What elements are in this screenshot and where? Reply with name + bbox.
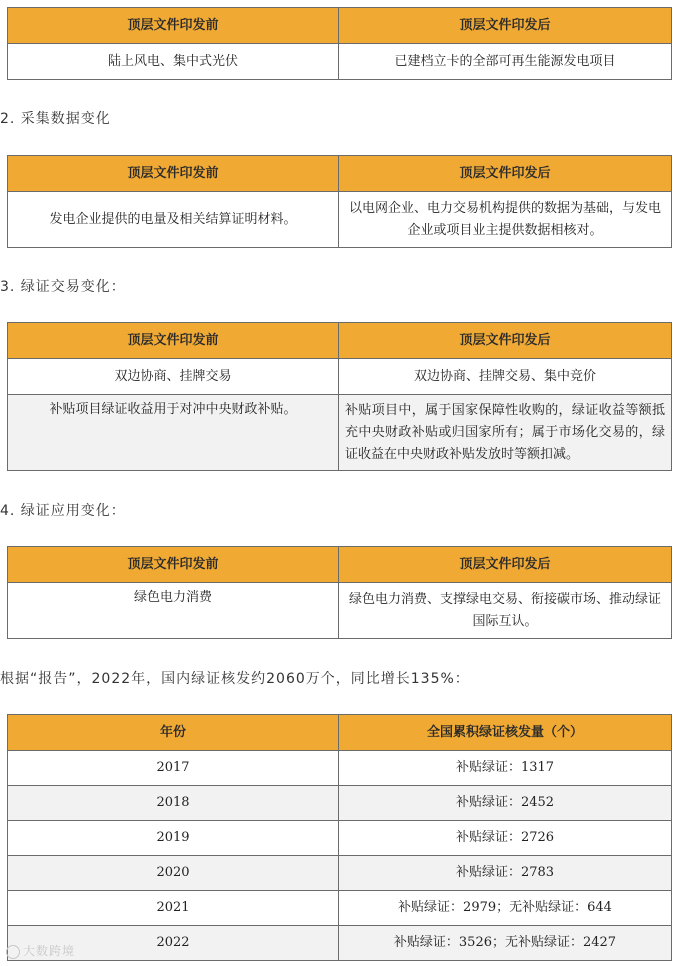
table-application [7, 546, 672, 639]
volume-cell: 补贴绿证：1317 [339, 751, 672, 786]
section-heading: 3. 绿证交易变化： [0, 279, 126, 295]
watermark-text: 大数跨境 [23, 944, 76, 958]
year-cell: 2021 [8, 891, 339, 926]
year-cell: 2019 [8, 821, 339, 856]
volume-cell: 补贴绿证：2452 [339, 786, 672, 821]
watermark-logo-icon [6, 945, 20, 959]
header-after: 顶层文件印发后 [339, 547, 672, 583]
report-text: 根据“报告”，2022年，国内绿证核发约2060万个，同比增长135%： [0, 671, 470, 687]
cell: 绿色电力消费、支撑绿电交易、衔接碳市场、推动绿证国际互认。 [339, 583, 672, 639]
table-scope [7, 7, 672, 80]
cell: 已建档立卡的全部可再生能源发电项目 [339, 44, 672, 80]
volume-cell: 补贴绿证：3526；无补贴绿证：2427 [339, 926, 672, 961]
cell: 双边协商、挂牌交易 [8, 359, 339, 395]
header-before: 顶层文件印发前 [8, 156, 339, 192]
volume-cell: 补贴绿证：2979；无补贴绿证：644 [339, 891, 672, 926]
cell: 以电网企业、电力交易机构提供的数据为基础，与发电企业或项目业主提供数据相核对。 [339, 192, 672, 248]
year-cell: 2017 [8, 751, 339, 786]
header-after: 顶层文件印发后 [339, 156, 672, 192]
header-before: 顶层文件印发前 [8, 8, 339, 44]
year-cell: 2022 [8, 926, 339, 961]
volume-cell: 补贴绿证：2783 [339, 856, 672, 891]
header-year: 年份 [8, 715, 339, 751]
table-trading [7, 322, 672, 471]
cell: 补贴项目中，属于国家保障性收购的，绿证收益等额抵充中央财政补贴或归国家所有；属于市场化交易的，绿证收益在中央财政补贴发放时等额扣减。 [339, 395, 672, 471]
header-after: 顶层文件印发后 [339, 323, 672, 359]
cell: 双边协商、挂牌交易、集中竞价 [339, 359, 672, 395]
watermark [6, 942, 75, 959]
cell: 绿色电力消费 [8, 583, 339, 639]
cell: 补贴项目绿证收益用于对冲中央财政补贴。 [8, 395, 339, 471]
table-issuance [7, 714, 672, 961]
section-heading: 2. 采集数据变化 [0, 111, 111, 127]
table-data-collection [7, 155, 672, 248]
header-before: 顶层文件印发前 [8, 323, 339, 359]
cell: 发电企业提供的电量及相关结算证明材料。 [8, 192, 339, 248]
cell: 陆上风电、集中式光伏 [8, 44, 339, 80]
year-cell: 2020 [8, 856, 339, 891]
year-cell: 2018 [8, 786, 339, 821]
header-before: 顶层文件印发前 [8, 547, 339, 583]
header-after: 顶层文件印发后 [339, 8, 672, 44]
section-heading: 4. 绿证应用变化： [0, 503, 126, 519]
header-volume: 全国累积绿证核发量（个） [339, 715, 672, 751]
volume-cell: 补贴绿证：2726 [339, 821, 672, 856]
